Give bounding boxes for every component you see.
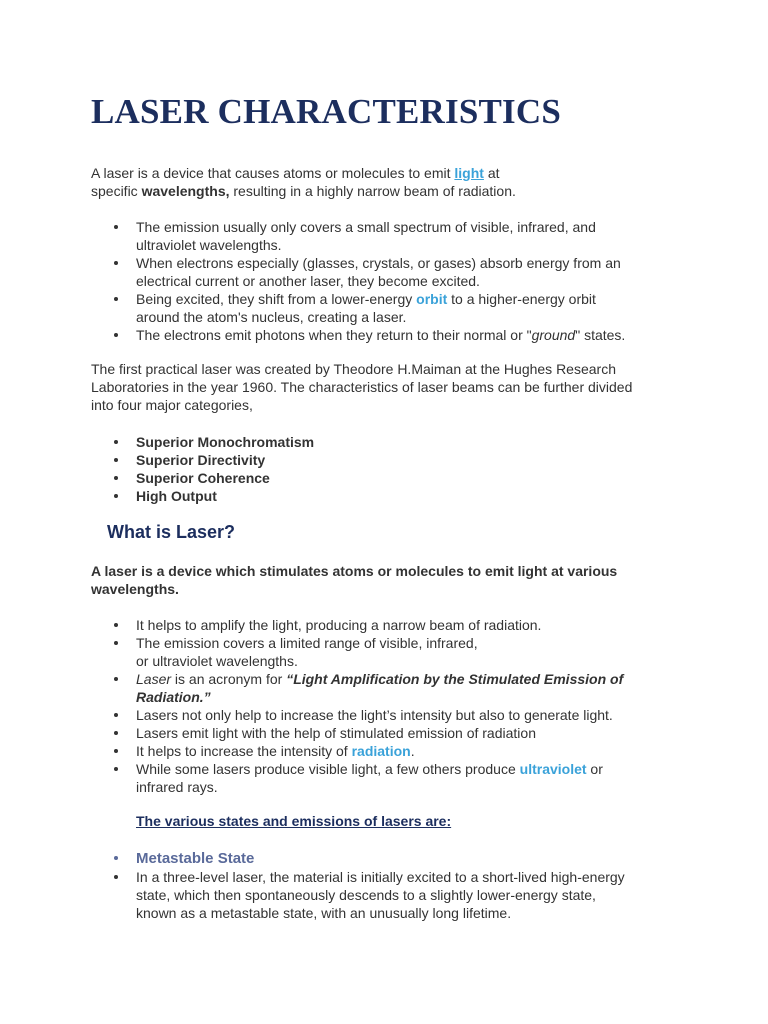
list-item-text: infrared rays. xyxy=(136,779,218,795)
acronym-quote: Radiation.” xyxy=(136,689,211,705)
category-label: Superior Directivity xyxy=(136,452,266,468)
category-item xyxy=(108,487,678,505)
category-label: Superior Coherence xyxy=(136,470,270,486)
list-item-text: The emission usually only covers a small spectrum of visible, infrared, and xyxy=(136,219,596,235)
lead-line: wavelengths. xyxy=(91,581,179,597)
emission-list xyxy=(108,218,678,344)
intro-text: at xyxy=(483,165,500,181)
list-item xyxy=(108,724,678,742)
list-item xyxy=(108,218,678,254)
list-item-text: Being excited, they shift from a lower-energy xyxy=(136,291,417,307)
bullet-icon xyxy=(114,641,118,645)
list-item-text: In a three-level laser, the material is initially excited to a short-lived high-energy xyxy=(136,869,625,885)
category-item xyxy=(108,433,678,451)
list-item-text: The emission covers a limited range of visible, infrared, xyxy=(136,635,478,651)
light-link[interactable]: light xyxy=(454,165,484,181)
intro-text: resulting in a highly narrow beam of radiation. xyxy=(229,183,516,199)
list-item-text: known as a metastable state, with an unusually long lifetime. xyxy=(136,905,512,921)
laser-facts-list xyxy=(108,616,678,796)
intro-text: specific xyxy=(91,183,142,199)
intro-paragraph xyxy=(91,164,691,200)
list-item-text: It helps to increase the intensity of xyxy=(136,743,352,759)
list-item-text: or xyxy=(586,761,603,777)
list-item xyxy=(108,868,678,922)
bullet-icon xyxy=(114,731,118,735)
list-item-text: It helps to amplify the light, producing a narrow beam of radiation. xyxy=(136,617,542,633)
list-item xyxy=(108,616,678,634)
bullet-icon xyxy=(114,749,118,753)
states-list xyxy=(108,849,678,922)
list-item-text: While some lasers produce visible light, a few others produce xyxy=(136,761,520,777)
list-item-text: to a higher-energy orbit xyxy=(447,291,596,307)
paragraph-line: Laboratories in the year 1960. The characteristics of laser beams can be further divided xyxy=(91,379,633,395)
list-item-text: is an acronym for xyxy=(171,671,287,687)
list-item-text: Lasers not only help to increase the light’s intensity but also to generate light. xyxy=(136,707,613,723)
bullet-icon xyxy=(114,494,118,498)
bullet-icon xyxy=(114,297,118,301)
bullet-icon xyxy=(114,458,118,462)
ultraviolet-link[interactable]: ultraviolet xyxy=(519,761,587,777)
category-item xyxy=(108,469,678,487)
bullet-icon xyxy=(114,225,118,229)
states-subheading: The various states and emissions of lasers are: xyxy=(136,813,452,829)
bullet-icon xyxy=(114,677,118,681)
list-item-text: " states. xyxy=(575,327,626,343)
history-paragraph xyxy=(91,360,691,414)
bullet-icon xyxy=(114,476,118,480)
list-item-text: state, which then spontaneously descends to a slightly lower-energy state, xyxy=(136,887,596,903)
paragraph-line: into four major categories, xyxy=(91,397,253,413)
categories-list xyxy=(108,433,678,505)
bullet-icon xyxy=(114,856,118,860)
list-item xyxy=(108,706,678,724)
definition-lead xyxy=(91,562,691,598)
section-heading: What is Laser? xyxy=(107,522,236,542)
bullet-icon xyxy=(114,333,118,337)
list-item-text: . xyxy=(410,743,415,759)
metastable-label: Metastable State xyxy=(136,850,255,867)
bullet-icon xyxy=(114,623,118,627)
list-item xyxy=(108,326,678,344)
list-item-text: The electrons emit photons when they return to their normal or " xyxy=(136,327,532,343)
list-item xyxy=(108,742,678,760)
paragraph-line: The first practical laser was created by Theodore H.Maiman at the Hughes Research xyxy=(91,361,616,377)
list-item xyxy=(108,254,678,290)
bullet-icon xyxy=(114,440,118,444)
category-label: Superior Monochromatism xyxy=(136,434,315,450)
list-item-text: electrical current or another laser, they become excited. xyxy=(136,273,480,289)
list-item-text: around the atom's nucleus, creating a laser. xyxy=(136,309,407,325)
list-item-text: Lasers emit light with the help of stimulated emission of radiation xyxy=(136,725,536,741)
category-label: High Output xyxy=(136,488,217,504)
list-item xyxy=(108,290,678,326)
bullet-icon xyxy=(114,875,118,879)
bullet-icon xyxy=(114,713,118,717)
list-item xyxy=(108,670,678,706)
list-item-text: ultraviolet wavelengths. xyxy=(136,237,282,253)
lead-line: A laser is a device which stimulates atoms or molecules to emit light at various xyxy=(91,563,618,579)
ground-italic: ground xyxy=(531,327,576,343)
list-item-text: When electrons especially (glasses, crystals, or gases) absorb energy from an xyxy=(136,255,621,271)
acronym-quote: “Light Amplification by the Stimulated Emission of xyxy=(286,671,624,687)
bullet-icon xyxy=(114,261,118,265)
list-item xyxy=(108,634,678,670)
bullet-icon xyxy=(114,767,118,771)
list-item xyxy=(108,849,678,868)
intro-text: A laser is a device that causes atoms or molecules to emit xyxy=(91,165,455,181)
laser-italic: Laser xyxy=(136,671,172,687)
list-item-text: or ultraviolet wavelengths. xyxy=(136,653,298,669)
radiation-link[interactable]: radiation xyxy=(351,743,411,759)
orbit-link[interactable]: orbit xyxy=(416,291,448,307)
list-item xyxy=(108,760,678,796)
wavelengths-bold: wavelengths, xyxy=(141,183,230,199)
category-item xyxy=(108,451,678,469)
page-title: LASER CHARACTERISTICS xyxy=(91,92,562,131)
